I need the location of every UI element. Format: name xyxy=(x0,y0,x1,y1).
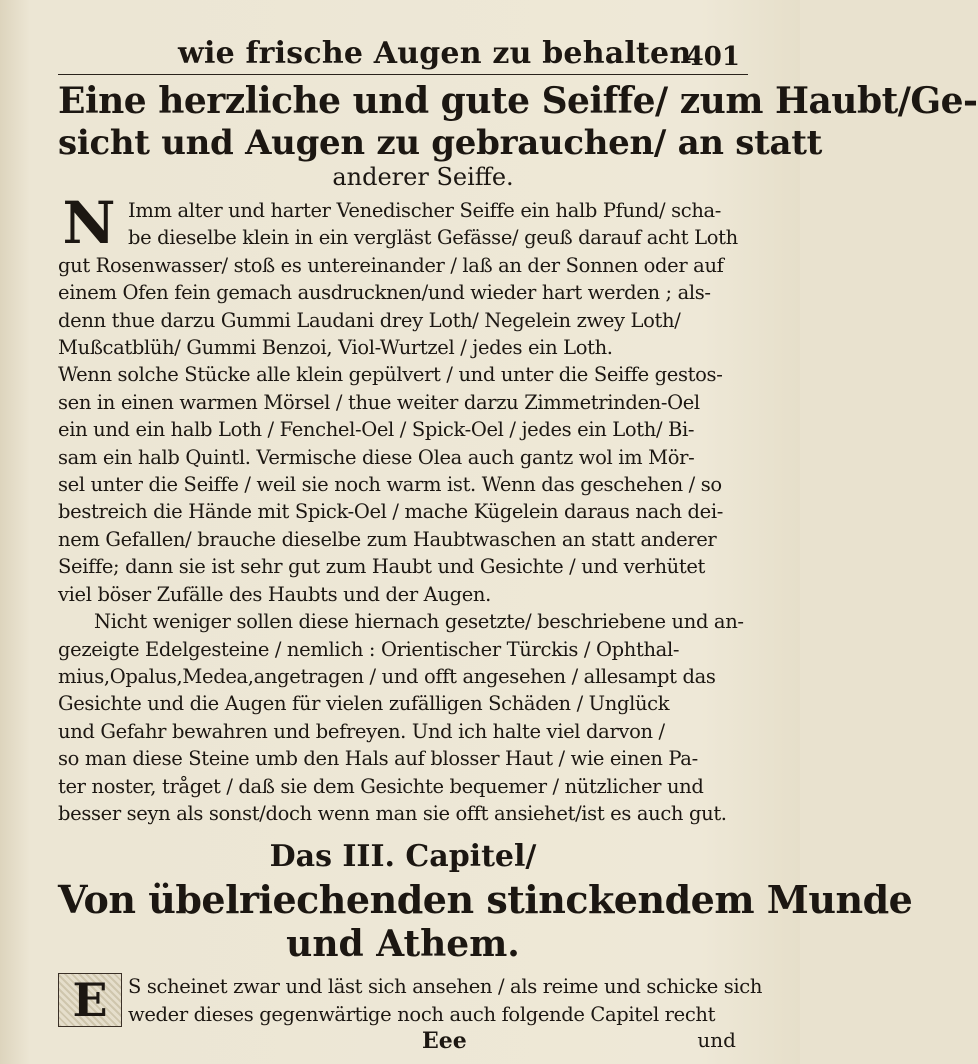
text-line: mius,Opalus,Medea,angetragen / und offt angesehen / allesampt das xyxy=(58,664,716,688)
text-line: bestreich die Hände mit Spick-Oel / mache Kügelein daraus nach dei- xyxy=(58,500,723,524)
text-line: Nicht weniger sollen diese hiernach gesetzte/ beschriebene und an- xyxy=(94,610,744,634)
text-line: Seiffe; dann sie ist sehr gut zum Haubt und Gesichte / und verhütet xyxy=(58,555,706,579)
text-line: weder dieses gegenwärtige noch auch folgende Capitel recht xyxy=(128,1002,716,1026)
text-line: einem Ofen fein gemach ausdrucknen/und wieder hart werden ; als- xyxy=(58,281,711,305)
recipe-title-line: anderer Seiffe. xyxy=(332,163,514,191)
text-line: besser seyn als sonst/doch wenn man sie offt ansiehet/ist es auch gut. xyxy=(58,801,727,825)
gemstone-paragraph xyxy=(58,608,748,827)
chapter-title-line: und Athem. xyxy=(286,923,520,966)
text-line: Wenn solche Stücke alle klein gepülvert / und unter die Seiffe gestos- xyxy=(58,363,723,387)
text-line: gut Rosenwasser/ stoß es untereinander / laß an der Sonnen oder auf xyxy=(58,253,724,277)
signature-mark: Eee xyxy=(422,1028,467,1055)
text-line: ein und ein halb Loth / Fenchel-Oel / Spick-Oel / jedes ein Loth/ Bi- xyxy=(58,418,695,442)
chapter-paragraph xyxy=(58,973,763,1028)
catchword: und xyxy=(697,1028,736,1053)
drop-cap-initial: E xyxy=(58,973,122,1027)
chapter-label: Das III. Capitel/ xyxy=(269,839,537,875)
text-line: S scheinet zwar und läst sich ansehen / als reime und schicke sich xyxy=(128,975,763,999)
text-line: sam ein halb Quintl. Vermische diese Olea auch gantz wol im Mör- xyxy=(58,445,695,469)
chapter-title-line: Von übelriechenden stinckendem Munde xyxy=(58,877,913,923)
running-head xyxy=(58,34,748,75)
text-line: Mußcatblüh/ Gummi Benzoi, Viol-Wurtzel / jedes ein Loth. xyxy=(58,336,613,360)
text-line: Gesichte und die Augen für vielen zufälligen Schäden / Unglück xyxy=(58,692,670,716)
text-line: so man diese Steine umb den Hals auf blosser Haut / wie einen Pa- xyxy=(58,747,698,771)
text-line: denn thue darzu Gummi Laudani drey Loth/ Negelein zwey Loth/ xyxy=(58,308,681,332)
text-line: be dieselbe klein in ein vergläst Gefässe/ geuß darauf acht Loth xyxy=(128,226,738,250)
text-line: viel böser Zufälle des Haubts und der Augen. xyxy=(58,582,491,606)
recipe-title xyxy=(58,79,978,191)
recipe-title-line: Eine herzliche und gute Seiffe/ zum Haubt/Ge- xyxy=(58,80,978,122)
text-line: sen in einen warmen Mörsel / thue weiter darzu Zimmetrinden-Oel xyxy=(58,390,700,414)
text-line: ter noster, tråget / daß sie dem Gesichte bequemer / nützlicher und xyxy=(58,774,704,798)
page-number: 401 xyxy=(685,42,740,72)
drop-cap-initial: N xyxy=(62,189,116,257)
text-line: gezeigte Edelgesteine / nemlich : Orientischer Türckis / Ophthal- xyxy=(58,637,680,661)
page-footer xyxy=(58,1028,748,1058)
text-line: Imm alter und harter Venedischer Seiffe ein halb Pfund/ scha- xyxy=(128,199,722,222)
text-line: sel unter die Seiffe / weil sie noch warm ist. Wenn das geschehen / so xyxy=(58,473,722,497)
text-line: nem Gefallen/ brauche dieselbe zum Haubtwaschen an statt anderer xyxy=(58,527,717,551)
recipe-paragraph xyxy=(58,189,748,608)
text-line: und Gefahr bewahren und befreyen. Und ich halte viel darvon / xyxy=(58,719,665,743)
recipe-title-line: sicht und Augen zu gebrauchen/ an statt xyxy=(58,123,823,163)
running-title: wie frische Augen zu behalten. xyxy=(178,36,702,71)
